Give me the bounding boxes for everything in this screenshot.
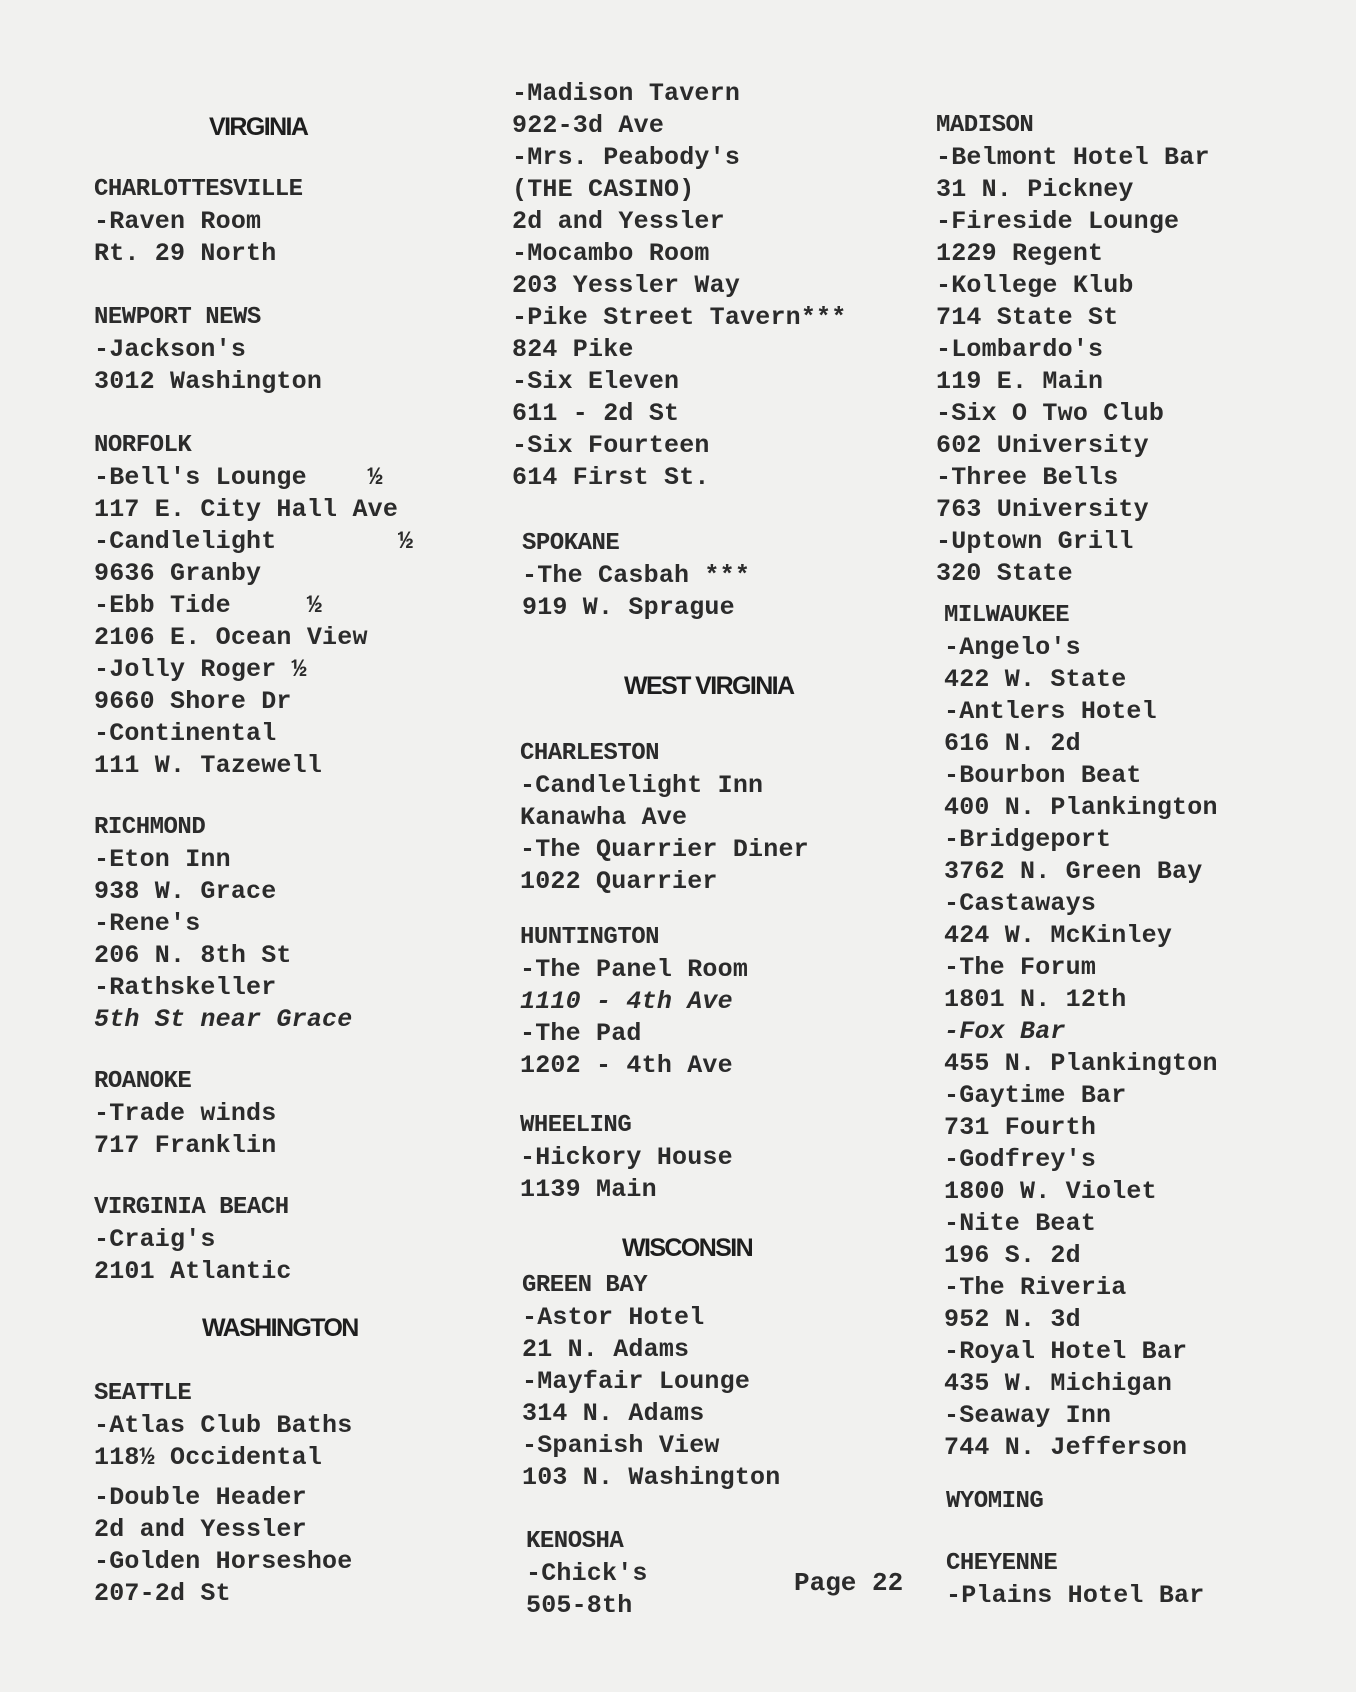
venue-address: Rt. 29 North [94, 239, 277, 268]
venue-name: -The Forum [944, 953, 1097, 982]
venue-name: -Six Fourteen [512, 431, 710, 460]
city-block-milwaukee [944, 600, 1218, 1464]
city-block-richmond [94, 812, 352, 1036]
venue-name: -Godfrey's [944, 1145, 1097, 1174]
venue-address: 206 N. 8th St [94, 941, 292, 970]
city-name: RICHMOND [94, 814, 206, 841]
venue-name: -Bourbon Beat [944, 761, 1142, 790]
venue-address: 1139 Main [520, 1175, 657, 1204]
venue-name: -Atlas Club Baths [94, 1411, 353, 1440]
venue-address: 117 E. City Hall Ave [94, 495, 399, 524]
venue-name: -Raven Room [94, 207, 262, 236]
venue-address: 611 - 2d St [512, 399, 680, 428]
city-block-green-bay [522, 1270, 780, 1494]
city-block-madison [936, 110, 1210, 590]
city-name: NEWPORT NEWS [94, 304, 261, 331]
venue-address: 1022 Quarrier [520, 867, 718, 896]
venue-address: 1801 N. 12th [944, 985, 1127, 1014]
venue-name: -Hickory House [520, 1143, 733, 1172]
venue-address: 952 N. 3d [944, 1305, 1081, 1334]
venue-address: 314 N. Adams [522, 1399, 705, 1428]
venue-name: -Bell's Lounge ½ [94, 463, 383, 492]
venue-name: -Kollege Klub [936, 271, 1134, 300]
venue-name: -Fox Bar [944, 1017, 1066, 1046]
venue-address: 9660 Shore Dr [94, 687, 292, 716]
venue-address: 455 N. Plankington [944, 1049, 1218, 1078]
state-heading-washington: WASHINGTON [202, 1314, 358, 1342]
venue-address: 422 W. State [944, 665, 1127, 694]
venue-address: 3012 Washington [94, 367, 323, 396]
state-name-wyoming: WYOMING [946, 1488, 1044, 1515]
venue-address: 938 W. Grace [94, 877, 277, 906]
venue-name: -Spanish View [522, 1431, 720, 1460]
venue-address: 111 W. Tazewell [94, 751, 323, 780]
venue-address: 2d and Yessler [94, 1515, 307, 1544]
city-block-charleston [520, 738, 809, 898]
venue-name: -Rene's [94, 909, 201, 938]
venue-address: 763 University [936, 495, 1149, 524]
city-name: SEATTLE [94, 1380, 192, 1407]
page-number: Page 22 [794, 1568, 904, 1598]
venue-name: -Nite Beat [944, 1209, 1097, 1238]
venue-address: 21 N. Adams [522, 1335, 690, 1364]
city-block-cheyenne [946, 1548, 1204, 1612]
city-name: CHARLOTTESVILLE [94, 176, 303, 203]
state-heading-west-virginia: WEST VIRGINIA [624, 672, 794, 700]
city-block-huntington [520, 922, 748, 1082]
venue-address: 196 S. 2d [944, 1241, 1081, 1270]
venue-name: -Three Bells [936, 463, 1119, 492]
venue-name: -Double Header [94, 1483, 307, 1512]
venue-name: -The Riveria [944, 1273, 1127, 1302]
city-name: WHEELING [520, 1112, 632, 1139]
venue-address: 2101 Atlantic [94, 1257, 292, 1286]
venue-address: 2d and Yessler [512, 207, 725, 236]
venue-name: -Jolly Roger ½ [94, 655, 307, 684]
venue-name: -Lombardo's [936, 335, 1104, 364]
venue-name: -Craig's [94, 1225, 216, 1254]
venue-address: 207-2d St [94, 1579, 231, 1608]
venue-name: -Angelo's [944, 633, 1081, 662]
venue-address: 1800 W. Violet [944, 1177, 1157, 1206]
venue-name: -Seaway Inn [944, 1401, 1112, 1430]
city-name: ROANOKE [94, 1068, 192, 1095]
city-block-seattle [94, 1378, 352, 1474]
city-name: CHARLESTON [520, 740, 660, 767]
city-name: VIRGINIA BEACH [94, 1194, 289, 1221]
city-name: MILWAUKEE [944, 602, 1070, 629]
venue-name: (THE CASINO) [512, 175, 695, 204]
venue-address: 118½ Occidental [94, 1443, 323, 1472]
venue-name: -Pike Street Tavern*** [512, 303, 847, 332]
venue-name: -The Pad [520, 1019, 642, 1048]
venue-name: -Mocambo Room [512, 239, 710, 268]
venue-name: -Jackson's [94, 335, 247, 364]
venue-address: 3762 N. Green Bay [944, 857, 1203, 886]
venue-name: -Madison Tavern [512, 79, 741, 108]
venue-address: 919 W. Sprague [522, 593, 735, 622]
venue-name: -Mrs. Peabody's [512, 143, 741, 172]
venue-name: -Six O Two Club [936, 399, 1165, 428]
venue-address: 435 W. Michigan [944, 1369, 1173, 1398]
venue-address: 103 N. Washington [522, 1463, 781, 1492]
state-heading-wisconsin: WISCONSIN [622, 1234, 753, 1262]
venue-name: -Ebb Tide ½ [94, 591, 323, 620]
venue-name: -Uptown Grill [936, 527, 1134, 556]
venue-address: Kanawha Ave [520, 803, 688, 832]
city-block-newport-news [94, 302, 322, 398]
venue-address: 614 First St. [512, 463, 710, 492]
venue-block-seattle-list [512, 78, 846, 494]
state-heading-virginia: VIRGINIA [209, 113, 308, 141]
venue-name: -Antlers Hotel [944, 697, 1157, 726]
venue-name: -Astor Hotel [522, 1303, 705, 1332]
venue-address: 744 N. Jefferson [944, 1433, 1188, 1462]
venue-name: -Belmont Hotel Bar [936, 143, 1210, 172]
venue-address: 505-8th [526, 1591, 633, 1620]
venue-address: 119 E. Main [936, 367, 1104, 396]
venue-address: 424 W. McKinley [944, 921, 1173, 950]
venue-address: 320 State [936, 559, 1073, 588]
venue-name: -Candlelight ½ [94, 527, 414, 556]
city-name: CHEYENNE [946, 1550, 1058, 1577]
venue-name: -Six Eleven [512, 367, 680, 396]
city-block-wheeling [520, 1110, 733, 1206]
venue-address: 616 N. 2d [944, 729, 1081, 758]
venue-name: -Gaytime Bar [944, 1081, 1127, 1110]
venue-address: 602 University [936, 431, 1149, 460]
venue-address: 922-3d Ave [512, 111, 665, 140]
city-name: MADISON [936, 112, 1034, 139]
state-block-wyoming [946, 1486, 1043, 1518]
venue-address: 203 Yessler Way [512, 271, 741, 300]
venue-name: -Golden Horseshoe [94, 1547, 353, 1576]
venue-name: -Trade winds [94, 1099, 277, 1128]
city-block-spokane [522, 528, 750, 624]
venue-address: 731 Fourth [944, 1113, 1097, 1142]
venue-address: 1202 - 4th Ave [520, 1051, 733, 1080]
venue-name: -Royal Hotel Bar [944, 1337, 1188, 1366]
city-name: NORFOLK [94, 432, 192, 459]
city-block-kenosha [526, 1526, 648, 1622]
venue-name: -Mayfair Lounge [522, 1367, 751, 1396]
venue-address: 31 N. Pickney [936, 175, 1134, 204]
venue-block-seattle-cont [94, 1482, 352, 1610]
venue-name: -Candlelight Inn [520, 771, 764, 800]
venue-address: 824 Pike [512, 335, 634, 364]
venue-name: -Plains Hotel Bar [946, 1581, 1205, 1610]
venue-name: -Chick's [526, 1559, 648, 1588]
city-block-norfolk [94, 430, 413, 782]
venue-name: -Fireside Lounge [936, 207, 1180, 236]
venue-name: -The Quarrier Diner [520, 835, 809, 864]
city-name: KENOSHA [526, 1528, 624, 1555]
city-name: GREEN BAY [522, 1272, 648, 1299]
city-block-charlottesville [94, 174, 303, 270]
venue-name: -The Panel Room [520, 955, 749, 984]
venue-name: -Continental [94, 719, 277, 748]
venue-address: 9636 Granby [94, 559, 262, 588]
venue-name: -The Casbah *** [522, 561, 751, 590]
city-block-roanoke [94, 1066, 276, 1162]
venue-name: -Bridgeport [944, 825, 1112, 854]
city-block-virginia-beach [94, 1192, 292, 1288]
venue-address: 714 State St [936, 303, 1119, 332]
venue-name: -Rathskeller [94, 973, 277, 1002]
venue-name: -Eton Inn [94, 845, 231, 874]
venue-address: 5th St near Grace [94, 1005, 353, 1034]
venue-address: 2106 E. Ocean View [94, 623, 368, 652]
city-name: HUNTINGTON [520, 924, 660, 951]
venue-address: 400 N. Plankington [944, 793, 1218, 822]
venue-address: 717 Franklin [94, 1131, 277, 1160]
venue-address: 1229 Regent [936, 239, 1104, 268]
city-name: SPOKANE [522, 530, 620, 557]
venue-name: -Castaways [944, 889, 1097, 918]
venue-address: 1110 - 4th Ave [520, 987, 733, 1016]
